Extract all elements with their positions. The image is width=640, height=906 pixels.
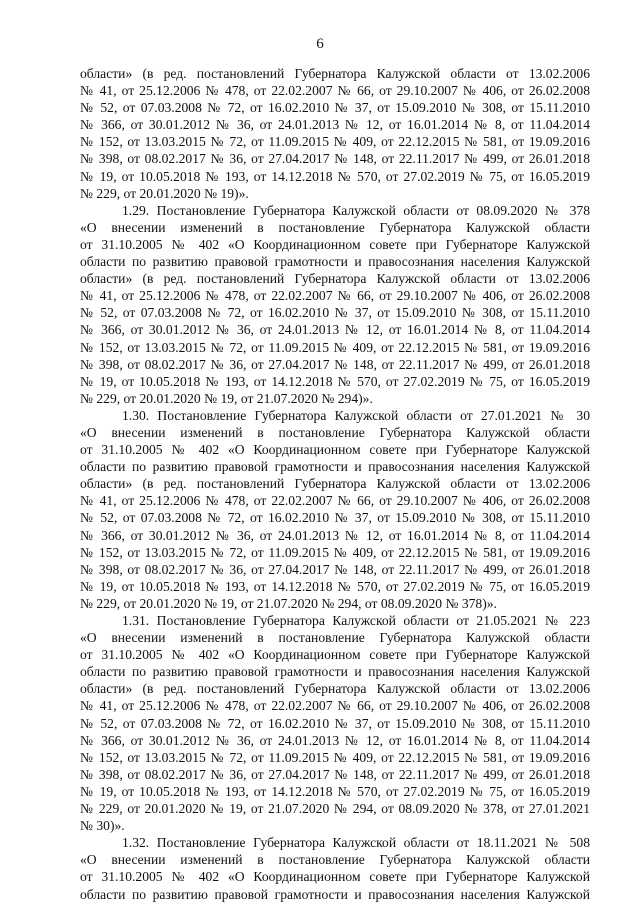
text-line: области по развитию правовой грамотности и правосознания населения Калужской — [80, 254, 590, 270]
document-body — [80, 65, 590, 903]
text-line: № 19, от 10.05.2018 № 193, от 14.12.2018 № 570, от 27.02.2019 № 75, от 16.05.2019 — [80, 168, 590, 184]
text-line: № 366, от 30.01.2012 № 36, от 24.01.2013 № 12, от 16.01.2014 № 8, от 11.04.2014 — [80, 527, 590, 543]
text-line: № 398, от 08.02.2017 № 36, от 27.04.2017 № 148, от 22.11.2017 № 499, от 26.01.2018 — [80, 561, 590, 577]
text-line: «О внесении изменений в постановление Губернатора Калужской области — [80, 630, 590, 646]
page-number: 6 — [316, 36, 324, 52]
text-line: от 31.10.2005 № 402 «О Координационном совете при Губернаторе Калужской — [80, 647, 590, 663]
text-line: № 41, от 25.12.2006 № 478, от 22.02.2007 № 66, от 29.10.2007 № 406, от 26.02.2008 — [80, 493, 590, 509]
text-line: области по развитию правовой грамотности и правосознания населения Калужской — [80, 459, 590, 475]
paragraph-first-line: 1.29. Постановление Губернатора Калужской области от 08.09.2020 № 378 — [122, 202, 590, 218]
text-line: № 19, от 10.05.2018 № 193, от 14.12.2018 № 570, от 27.02.2019 № 75, от 16.05.2019 — [80, 783, 590, 799]
text-line: области» (в ред. постановлений Губернатора Калужской области от 13.02.2006 — [80, 681, 590, 697]
text-line: № 152, от 13.03.2015 № 72, от 11.09.2015 № 409, от 22.12.2015 № 581, от 19.09.2016 — [80, 339, 590, 355]
text-line: № 19, от 10.05.2018 № 193, от 14.12.2018 № 570, от 27.02.2019 № 75, от 16.05.2019 — [80, 373, 590, 389]
paragraph-first-line: 1.31. Постановление Губернатора Калужской области от 21.05.2021 № 223 — [122, 613, 590, 628]
text-line: № 41, от 25.12.2006 № 478, от 22.02.2007 № 66, от 29.10.2007 № 406, от 26.02.2008 — [80, 698, 590, 714]
text-line: № 366, от 30.01.2012 № 36, от 24.01.2013 № 12, от 16.01.2014 № 8, от 11.04.2014 — [80, 117, 590, 133]
text-line: № 52, от 07.03.2008 № 72, от 16.02.2010 № 37, от 15.09.2010 № 308, от 15.11.2010 — [80, 305, 590, 321]
text-line: № 398, от 08.02.2017 № 36, от 27.04.2017 № 148, от 22.11.2017 № 499, от 26.01.2018 — [80, 151, 590, 167]
text-line: области» (в ред. постановлений Губернатора Калужской области от 13.02.2006 — [80, 66, 590, 81]
text-line: № 398, от 08.02.2017 № 36, от 27.04.2017 № 148, от 22.11.2017 № 499, от 26.01.2018 — [80, 356, 590, 372]
text-line: № 229, от 20.01.2020 № 19, от 21.07.2020 № 294, от 08.09.2020 № 378)». — [80, 595, 497, 611]
text-line: № 52, от 07.03.2008 № 72, от 16.02.2010 № 37, от 15.09.2010 № 308, от 15.11.2010 — [80, 100, 590, 116]
text-line: «О внесении изменений в постановление Губернатора Калужской области — [80, 424, 590, 440]
text-line: № 229, от 20.01.2020 № 19)». — [80, 185, 249, 201]
text-line: № 152, от 13.03.2015 № 72, от 11.09.2015 № 409, от 22.12.2015 № 581, от 19.09.2016 — [80, 134, 590, 150]
text-line: № 366, от 30.01.2012 № 36, от 24.01.2013 № 12, от 16.01.2014 № 8, от 11.04.2014 — [80, 322, 590, 338]
text-line: № 52, от 07.03.2008 № 72, от 16.02.2010 № 37, от 15.09.2010 № 308, от 15.11.2010 — [80, 510, 590, 526]
paragraph-first-line: 1.30. Постановление Губернатора Калужской области от 27.01.2021 № 30 — [122, 407, 590, 423]
paragraph-first-line: 1.32. Постановление Губернатора Калужской области от 18.11.2021 № 508 — [122, 835, 590, 851]
text-line: № 52, от 07.03.2008 № 72, от 16.02.2010 № 37, от 15.09.2010 № 308, от 15.11.2010 — [80, 715, 590, 731]
text-line: от 31.10.2005 № 402 «О Координационном совете при Губернаторе Калужской — [80, 236, 590, 252]
text-line: от 31.10.2005 № 402 «О Координационном совете при Губернаторе Калужской — [80, 442, 590, 458]
text-line: «О внесении изменений в постановление Губернатора Калужской области — [80, 852, 590, 868]
text-line: № 398, от 08.02.2017 № 36, от 27.04.2017 № 148, от 22.11.2017 № 499, от 26.01.2018 — [80, 766, 590, 782]
text-line: № 41, от 25.12.2006 № 478, от 22.02.2007 № 66, от 29.10.2007 № 406, от 26.02.2008 — [80, 288, 590, 304]
text-line: № 152, от 13.03.2015 № 72, от 11.09.2015 № 409, от 22.12.2015 № 581, от 19.09.2016 — [80, 544, 590, 560]
text-line: области» (в ред. постановлений Губернатора Калужской области от 13.02.2006 — [80, 476, 590, 492]
text-line: области по развитию правовой грамотности и правосознания населения Калужской — [80, 886, 590, 902]
text-line: № 366, от 30.01.2012 № 36, от 24.01.2013 № 12, от 16.01.2014 № 8, от 11.04.2014 — [80, 732, 590, 748]
text-line: № 229, от 20.01.2020 № 19, от 21.07.2020 № 294)». — [80, 390, 373, 406]
text-line: № 41, от 25.12.2006 № 478, от 22.02.2007 № 66, от 29.10.2007 № 406, от 26.02.2008 — [80, 83, 590, 99]
text-line: № 19, от 10.05.2018 № 193, от 14.12.2018 № 570, от 27.02.2019 № 75, от 16.05.2019 — [80, 578, 590, 594]
text-line: области» (в ред. постановлений Губернатора Калужской области от 13.02.2006 — [80, 271, 590, 287]
text-line: от 31.10.2005 № 402 «О Координационном совете при Губернаторе Калужской — [80, 869, 590, 885]
text-line: № 152, от 13.03.2015 № 72, от 11.09.2015 № 409, от 22.12.2015 № 581, от 19.09.2016 — [80, 749, 590, 765]
text-line: № 229, от 20.01.2020 № 19, от 21.07.2020 № 294, от 08.09.2020 № 378, от 27.01.2021 — [80, 801, 590, 817]
text-line: области по развитию правовой грамотности и правосознания населения Калужской — [80, 664, 590, 680]
text-line: № 30)». — [80, 818, 125, 834]
text-line: «О внесении изменений в постановление Губернатора Калужской области — [80, 219, 590, 235]
